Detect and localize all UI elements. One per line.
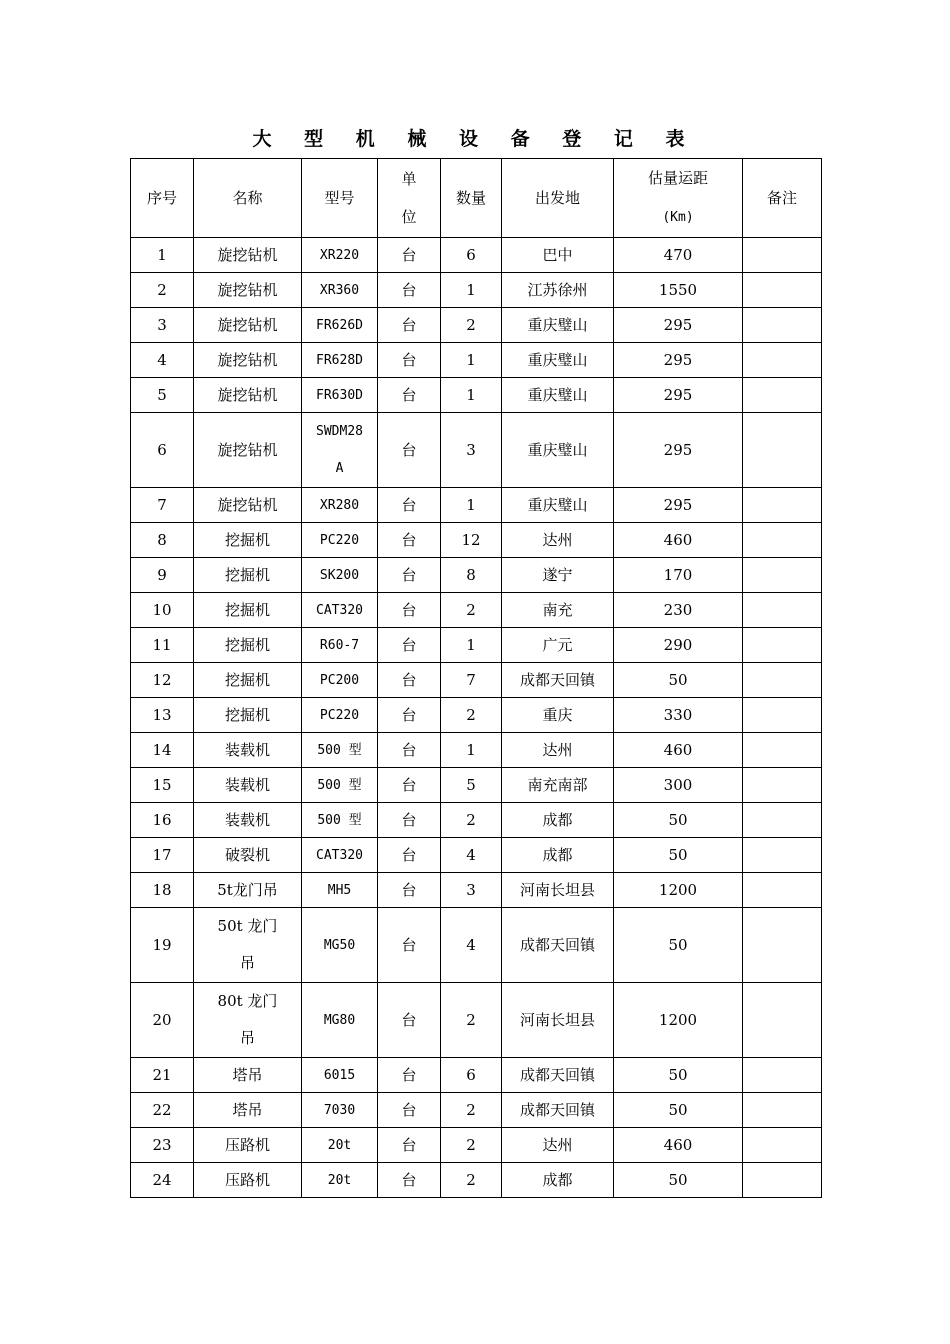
cell-distance: 50 [614, 1093, 743, 1128]
cell-unit: 台 [378, 663, 441, 698]
table-row [131, 378, 822, 413]
cell-name: 旋挖钻机 [194, 238, 302, 273]
cell-remark [743, 308, 822, 343]
cell-origin: 成都 [502, 1163, 614, 1198]
cell-remark [743, 838, 822, 873]
cell-unit: 台 [378, 733, 441, 768]
cell-name: 挖掘机 [194, 593, 302, 628]
cell-index: 1 [131, 238, 194, 273]
cell-model: XR220 [302, 238, 378, 273]
cell-distance: 290 [614, 628, 743, 663]
cell-remark [743, 768, 822, 803]
cell-qty: 4 [441, 908, 502, 983]
cell-index: 2 [131, 273, 194, 308]
table-row [131, 343, 822, 378]
table-row [131, 1163, 822, 1198]
cell-name: 旋挖钻机 [194, 378, 302, 413]
cell-qty: 8 [441, 558, 502, 593]
cell-name: 装载机 [194, 803, 302, 838]
cell-distance: 295 [614, 378, 743, 413]
cell-model: SK200 [302, 558, 378, 593]
cell-unit: 台 [378, 1093, 441, 1128]
table-row [131, 908, 822, 983]
cell-qty: 1 [441, 628, 502, 663]
table-body [131, 238, 822, 1198]
cell-name: 5t龙门吊 [194, 873, 302, 908]
cell-unit: 台 [378, 523, 441, 558]
cell-name: 挖掘机 [194, 663, 302, 698]
cell-model: MG50 [302, 908, 378, 983]
cell-model: SWDM28 A [302, 413, 378, 488]
cell-name: 旋挖钻机 [194, 273, 302, 308]
cell-name: 挖掘机 [194, 558, 302, 593]
table-row [131, 273, 822, 308]
cell-remark [743, 628, 822, 663]
cell-index: 4 [131, 343, 194, 378]
header-model: 型号 [302, 159, 378, 238]
cell-origin: 江苏徐州 [502, 273, 614, 308]
cell-model: R60-7 [302, 628, 378, 663]
cell-unit: 台 [378, 488, 441, 523]
table-row [131, 1128, 822, 1163]
cell-index: 23 [131, 1128, 194, 1163]
cell-model: PC200 [302, 663, 378, 698]
cell-remark [743, 523, 822, 558]
table-row [131, 663, 822, 698]
header-remark: 备注 [743, 159, 822, 238]
cell-remark [743, 558, 822, 593]
cell-model: FR628D [302, 343, 378, 378]
cell-origin: 成都天回镇 [502, 908, 614, 983]
header-index: 序号 [131, 159, 194, 238]
cell-model: PC220 [302, 698, 378, 733]
cell-index: 5 [131, 378, 194, 413]
table-row [131, 873, 822, 908]
cell-model: FR626D [302, 308, 378, 343]
cell-model: XR280 [302, 488, 378, 523]
cell-remark [743, 663, 822, 698]
cell-index: 8 [131, 523, 194, 558]
page-title: 大 型 机 械 设 备 登 记 表 [252, 128, 698, 150]
cell-origin: 重庆璧山 [502, 378, 614, 413]
cell-unit: 台 [378, 908, 441, 983]
cell-index: 18 [131, 873, 194, 908]
cell-qty: 2 [441, 803, 502, 838]
cell-unit: 台 [378, 983, 441, 1058]
cell-unit: 台 [378, 308, 441, 343]
cell-index: 13 [131, 698, 194, 733]
cell-model: CAT320 [302, 838, 378, 873]
header-unit: 单 位 [378, 159, 441, 238]
cell-origin: 成都天回镇 [502, 1058, 614, 1093]
header-qty: 数量 [441, 159, 502, 238]
cell-distance: 50 [614, 838, 743, 873]
cell-index: 11 [131, 628, 194, 663]
cell-model: CAT320 [302, 593, 378, 628]
cell-distance: 50 [614, 1058, 743, 1093]
header-name: 名称 [194, 159, 302, 238]
cell-unit: 台 [378, 1058, 441, 1093]
cell-index: 16 [131, 803, 194, 838]
cell-qty: 2 [441, 983, 502, 1058]
cell-name: 旋挖钻机 [194, 413, 302, 488]
cell-origin: 达州 [502, 733, 614, 768]
cell-distance: 1200 [614, 873, 743, 908]
cell-model: MG80 [302, 983, 378, 1058]
table-header-row [131, 159, 822, 238]
cell-remark [743, 908, 822, 983]
cell-distance: 295 [614, 413, 743, 488]
table-row [131, 768, 822, 803]
cell-distance: 170 [614, 558, 743, 593]
cell-distance: 50 [614, 663, 743, 698]
cell-name: 旋挖钻机 [194, 308, 302, 343]
cell-name: 塔吊 [194, 1093, 302, 1128]
equipment-table [130, 158, 822, 1198]
cell-index: 20 [131, 983, 194, 1058]
cell-qty: 2 [441, 1128, 502, 1163]
table-row [131, 593, 822, 628]
cell-model: 500 型 [302, 803, 378, 838]
cell-index: 17 [131, 838, 194, 873]
cell-model: 500 型 [302, 768, 378, 803]
cell-unit: 台 [378, 1163, 441, 1198]
cell-name: 挖掘机 [194, 628, 302, 663]
cell-index: 9 [131, 558, 194, 593]
table-row [131, 1093, 822, 1128]
cell-origin: 达州 [502, 523, 614, 558]
cell-qty: 2 [441, 593, 502, 628]
cell-unit: 台 [378, 593, 441, 628]
cell-unit: 台 [378, 273, 441, 308]
cell-unit: 台 [378, 768, 441, 803]
cell-origin: 达州 [502, 1128, 614, 1163]
cell-unit: 台 [378, 238, 441, 273]
cell-distance: 300 [614, 768, 743, 803]
cell-origin: 河南长坦县 [502, 983, 614, 1058]
cell-remark [743, 1128, 822, 1163]
table-row [131, 698, 822, 733]
cell-unit: 台 [378, 378, 441, 413]
cell-qty: 2 [441, 1163, 502, 1198]
cell-qty: 2 [441, 308, 502, 343]
table-row [131, 1058, 822, 1093]
cell-name: 塔吊 [194, 1058, 302, 1093]
cell-index: 14 [131, 733, 194, 768]
cell-remark [743, 343, 822, 378]
cell-origin: 成都 [502, 838, 614, 873]
cell-distance: 230 [614, 593, 743, 628]
cell-remark [743, 733, 822, 768]
cell-distance: 295 [614, 488, 743, 523]
cell-unit: 台 [378, 873, 441, 908]
cell-distance: 460 [614, 1128, 743, 1163]
header-distance: 估量运距 (Km) [614, 159, 743, 238]
cell-distance: 470 [614, 238, 743, 273]
cell-qty: 4 [441, 838, 502, 873]
cell-unit: 台 [378, 628, 441, 663]
table-row [131, 803, 822, 838]
cell-index: 15 [131, 768, 194, 803]
cell-qty: 1 [441, 273, 502, 308]
cell-index: 24 [131, 1163, 194, 1198]
cell-distance: 50 [614, 908, 743, 983]
cell-qty: 12 [441, 523, 502, 558]
cell-qty: 1 [441, 733, 502, 768]
cell-name: 旋挖钻机 [194, 488, 302, 523]
cell-model: 7030 [302, 1093, 378, 1128]
cell-index: 12 [131, 663, 194, 698]
cell-qty: 5 [441, 768, 502, 803]
cell-qty: 6 [441, 1058, 502, 1093]
cell-remark [743, 873, 822, 908]
cell-remark [743, 488, 822, 523]
cell-model: 20t [302, 1163, 378, 1198]
table-row [131, 523, 822, 558]
cell-model: 20t [302, 1128, 378, 1163]
cell-distance: 295 [614, 308, 743, 343]
cell-distance: 50 [614, 1163, 743, 1198]
cell-origin: 重庆 [502, 698, 614, 733]
cell-qty: 6 [441, 238, 502, 273]
cell-remark [743, 1058, 822, 1093]
cell-unit: 台 [378, 558, 441, 593]
cell-unit: 台 [378, 343, 441, 378]
cell-name: 装载机 [194, 733, 302, 768]
table-row [131, 733, 822, 768]
cell-origin: 重庆璧山 [502, 413, 614, 488]
cell-name: 压路机 [194, 1128, 302, 1163]
cell-remark [743, 413, 822, 488]
cell-model: PC220 [302, 523, 378, 558]
cell-unit: 台 [378, 803, 441, 838]
cell-name: 50t 龙门 吊 [194, 908, 302, 983]
cell-name: 旋挖钻机 [194, 343, 302, 378]
cell-qty: 1 [441, 378, 502, 413]
cell-name: 80t 龙门 吊 [194, 983, 302, 1058]
cell-name: 挖掘机 [194, 698, 302, 733]
cell-qty: 2 [441, 698, 502, 733]
cell-distance: 50 [614, 803, 743, 838]
cell-qty: 1 [441, 343, 502, 378]
cell-unit: 台 [378, 413, 441, 488]
cell-remark [743, 983, 822, 1058]
cell-remark [743, 1163, 822, 1198]
cell-origin: 成都天回镇 [502, 663, 614, 698]
cell-distance: 460 [614, 523, 743, 558]
cell-index: 21 [131, 1058, 194, 1093]
cell-index: 6 [131, 413, 194, 488]
table-row [131, 413, 822, 488]
cell-name: 挖掘机 [194, 523, 302, 558]
cell-distance: 1200 [614, 983, 743, 1058]
header-origin: 出发地 [502, 159, 614, 238]
cell-origin: 成都 [502, 803, 614, 838]
cell-unit: 台 [378, 698, 441, 733]
cell-unit: 台 [378, 1128, 441, 1163]
cell-origin: 重庆璧山 [502, 308, 614, 343]
cell-origin: 重庆璧山 [502, 488, 614, 523]
cell-model: XR360 [302, 273, 378, 308]
cell-origin: 重庆璧山 [502, 343, 614, 378]
cell-remark [743, 593, 822, 628]
cell-qty: 3 [441, 413, 502, 488]
cell-model: 6015 [302, 1058, 378, 1093]
cell-distance: 460 [614, 733, 743, 768]
cell-origin: 南充 [502, 593, 614, 628]
cell-remark [743, 238, 822, 273]
cell-remark [743, 1093, 822, 1128]
cell-qty: 2 [441, 1093, 502, 1128]
cell-unit: 台 [378, 838, 441, 873]
table-row [131, 238, 822, 273]
cell-distance: 1550 [614, 273, 743, 308]
cell-remark [743, 803, 822, 838]
cell-model: FR630D [302, 378, 378, 413]
table-row [131, 558, 822, 593]
cell-name: 破裂机 [194, 838, 302, 873]
cell-name: 装载机 [194, 768, 302, 803]
cell-index: 10 [131, 593, 194, 628]
cell-remark [743, 698, 822, 733]
cell-model: 500 型 [302, 733, 378, 768]
cell-remark [743, 273, 822, 308]
table-row [131, 628, 822, 663]
cell-origin: 河南长坦县 [502, 873, 614, 908]
cell-origin: 广元 [502, 628, 614, 663]
cell-name: 压路机 [194, 1163, 302, 1198]
cell-index: 22 [131, 1093, 194, 1128]
cell-index: 7 [131, 488, 194, 523]
cell-distance: 330 [614, 698, 743, 733]
table-row [131, 838, 822, 873]
cell-model: MH5 [302, 873, 378, 908]
cell-origin: 巴中 [502, 238, 614, 273]
cell-qty: 7 [441, 663, 502, 698]
cell-qty: 1 [441, 488, 502, 523]
table-row [131, 983, 822, 1058]
cell-index: 3 [131, 308, 194, 343]
cell-remark [743, 378, 822, 413]
table-row [131, 308, 822, 343]
cell-index: 19 [131, 908, 194, 983]
cell-distance: 295 [614, 343, 743, 378]
cell-origin: 遂宁 [502, 558, 614, 593]
cell-qty: 3 [441, 873, 502, 908]
table-row [131, 488, 822, 523]
cell-origin: 成都天回镇 [502, 1093, 614, 1128]
cell-origin: 南充南部 [502, 768, 614, 803]
